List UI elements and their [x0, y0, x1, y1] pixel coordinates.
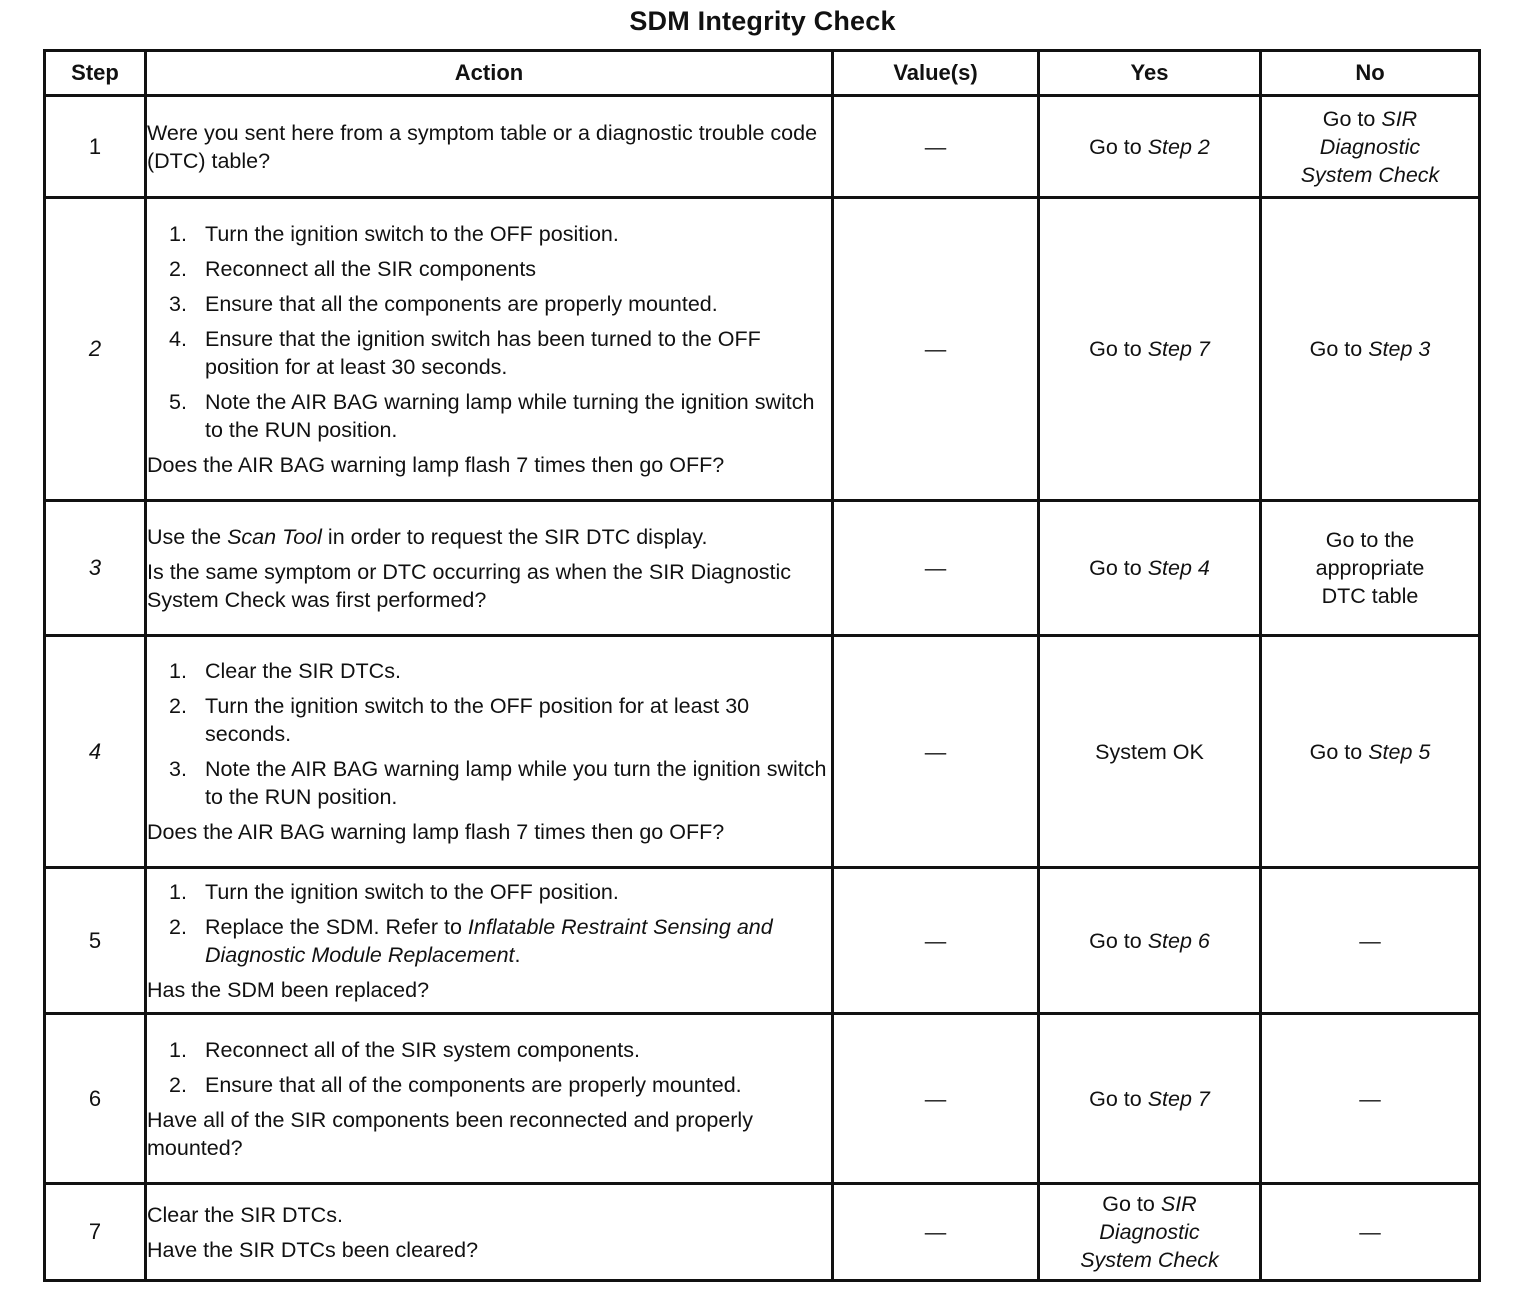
sdm-integrity-check-table: [43, 49, 1481, 1282]
no-text-line: appropriate: [1315, 556, 1425, 580]
instruction-list: [147, 657, 831, 811]
no-text-line: Go to the: [1325, 528, 1415, 552]
table-row-step-1: [45, 96, 1480, 198]
go-to-text: Go to: [1089, 134, 1142, 159]
table-row-step-4: [45, 636, 1480, 868]
table-row-step-6: [45, 1014, 1480, 1184]
procedure-reference: Diagnostic: [1099, 1220, 1200, 1244]
instruction-item: 1. Turn the ignition switch to the OFF position.: [169, 879, 619, 904]
procedure-reference: System Check: [1300, 162, 1440, 187]
instruction-item: 1. Turn the ignition switch to the OFF position.: [169, 221, 619, 246]
step-number: 2: [45, 198, 146, 501]
step-number: 1: [45, 96, 146, 198]
action-cell: [146, 198, 833, 501]
instruction-list: [147, 878, 831, 969]
no-text-line: DTC table: [1321, 584, 1419, 608]
instruction-item: 2. Turn the ignition switch to the OFF position for at least 30 seconds.: [169, 694, 750, 746]
question-text: Does the AIR BAG warning lamp flash 7 times then go OFF?: [147, 820, 725, 844]
step-reference: Step 3: [1368, 337, 1431, 361]
step-reference: Step 7: [1147, 1086, 1210, 1111]
procedure-reference: SIR: [1381, 106, 1418, 131]
header-no: No: [1261, 51, 1480, 96]
procedure-reference: SIR: [1160, 1192, 1197, 1216]
question-text: Has the SDM been replaced?: [147, 977, 430, 1002]
instruction-item: 3. Note the AIR BAG warning lamp while you turn the ignition switch to the RUN position.: [169, 757, 827, 809]
value-cell: —: [833, 636, 1039, 868]
go-to-text: Go to: [1102, 1192, 1155, 1216]
value-cell: —: [833, 198, 1039, 501]
no-cell: —: [1261, 1184, 1480, 1281]
step-reference: Step 6: [1147, 928, 1210, 953]
instruction-item: 2. Replace the SDM. Refer to Inflatable Restraint Sensing and Diagnostic Module Replacement.: [169, 914, 773, 967]
action-cell: [146, 636, 833, 868]
table-row-step-7: [45, 1184, 1480, 1281]
no-cell: [1261, 501, 1480, 636]
no-cell: [1261, 198, 1480, 501]
yes-cell: System OK: [1039, 636, 1261, 868]
action-cell: [146, 1184, 833, 1281]
question-text: Have the SIR DTCs been cleared?: [147, 1237, 479, 1262]
step-number: 3: [45, 501, 146, 636]
yes-cell: [1039, 868, 1261, 1014]
no-cell: —: [1261, 868, 1480, 1014]
header-values: Value(s): [833, 51, 1039, 96]
value-cell: —: [833, 501, 1039, 636]
page-title: SDM Integrity Check: [629, 6, 896, 36]
table-row-step-2: [45, 198, 1480, 501]
scan-tool-reference: Scan Tool: [227, 524, 322, 549]
step-reference: Step 4: [1147, 556, 1210, 580]
action-text: Clear the SIR DTCs.: [147, 1202, 343, 1227]
step-reference: Step 7: [1147, 337, 1210, 361]
step-number: 5: [45, 868, 146, 1014]
value-cell: —: [833, 868, 1039, 1014]
yes-cell: [1039, 198, 1261, 501]
yes-cell: [1039, 96, 1261, 198]
action-cell: [146, 501, 833, 636]
instruction-item: 2. Reconnect all the SIR components: [169, 256, 537, 281]
instruction-item: 5. Note the AIR BAG warning lamp while turning the ignition switch to the RUN position.: [169, 389, 815, 442]
value-cell: —: [833, 96, 1039, 198]
question-text: Were you sent here from a symptom table or a diagnostic trouble code (DTC) table?: [147, 120, 818, 173]
yes-cell: [1039, 1184, 1261, 1281]
go-to-text: Go to: [1089, 337, 1142, 361]
table-row-step-3: [45, 501, 1480, 636]
instruction-list: [147, 220, 831, 444]
table-row-step-5: [45, 868, 1480, 1014]
question-text: Does the AIR BAG warning lamp flash 7 times then go OFF?: [147, 452, 725, 477]
action-cell: [146, 1014, 833, 1184]
instruction-item: 2. Ensure that all of the components are properly mounted.: [169, 1072, 742, 1097]
procedure-reference: Diagnostic: [1319, 134, 1421, 159]
step-number: 7: [45, 1184, 146, 1281]
no-cell: [1261, 636, 1480, 868]
header-step: Step: [45, 51, 146, 96]
go-to-text: Go to: [1322, 106, 1376, 131]
procedure-reference: Inflatable Restraint Sensing and Diagnostic Module Replacement: [205, 914, 773, 967]
go-to-text: Go to: [1309, 337, 1363, 361]
go-to-text: Go to: [1089, 928, 1142, 953]
procedure-reference: System Check: [1080, 1248, 1219, 1272]
header-action: Action: [146, 51, 833, 96]
go-to-text: Go to: [1309, 739, 1363, 764]
instruction-item: 3. Ensure that all the components are properly mounted.: [169, 291, 718, 316]
action-cell: [146, 96, 833, 198]
header-row: [45, 51, 1480, 96]
yes-cell: [1039, 501, 1261, 636]
no-cell: —: [1261, 1014, 1480, 1184]
step-reference: Step 2: [1147, 134, 1210, 159]
value-cell: —: [833, 1014, 1039, 1184]
instruction-item: 1. Clear the SIR DTCs.: [169, 659, 401, 683]
question-text: Have all of the SIR components been reconnected and properly mounted?: [147, 1107, 753, 1160]
header-yes: Yes: [1039, 51, 1261, 96]
step-reference: Step 5: [1368, 739, 1431, 764]
no-cell: [1261, 96, 1480, 198]
value-cell: —: [833, 1184, 1039, 1281]
instruction-item: 1. Reconnect all of the SIR system components.: [169, 1037, 640, 1062]
instruction-item: 4. Ensure that the ignition switch has been turned to the OFF position for at least 30 seconds.: [169, 326, 761, 379]
step-number: 6: [45, 1014, 146, 1184]
question-text: Is the same symptom or DTC occurring as when the SIR Diagnostic System Check was first performed?: [147, 559, 792, 612]
instruction-list: [147, 1036, 831, 1099]
step-number: 4: [45, 636, 146, 868]
go-to-text: Go to: [1089, 1086, 1142, 1111]
action-cell: [146, 868, 833, 1014]
yes-cell: [1039, 1014, 1261, 1184]
go-to-text: Go to: [1089, 556, 1142, 580]
action-text: Use the Scan Tool in order to request the SIR DTC display.: [147, 524, 708, 549]
